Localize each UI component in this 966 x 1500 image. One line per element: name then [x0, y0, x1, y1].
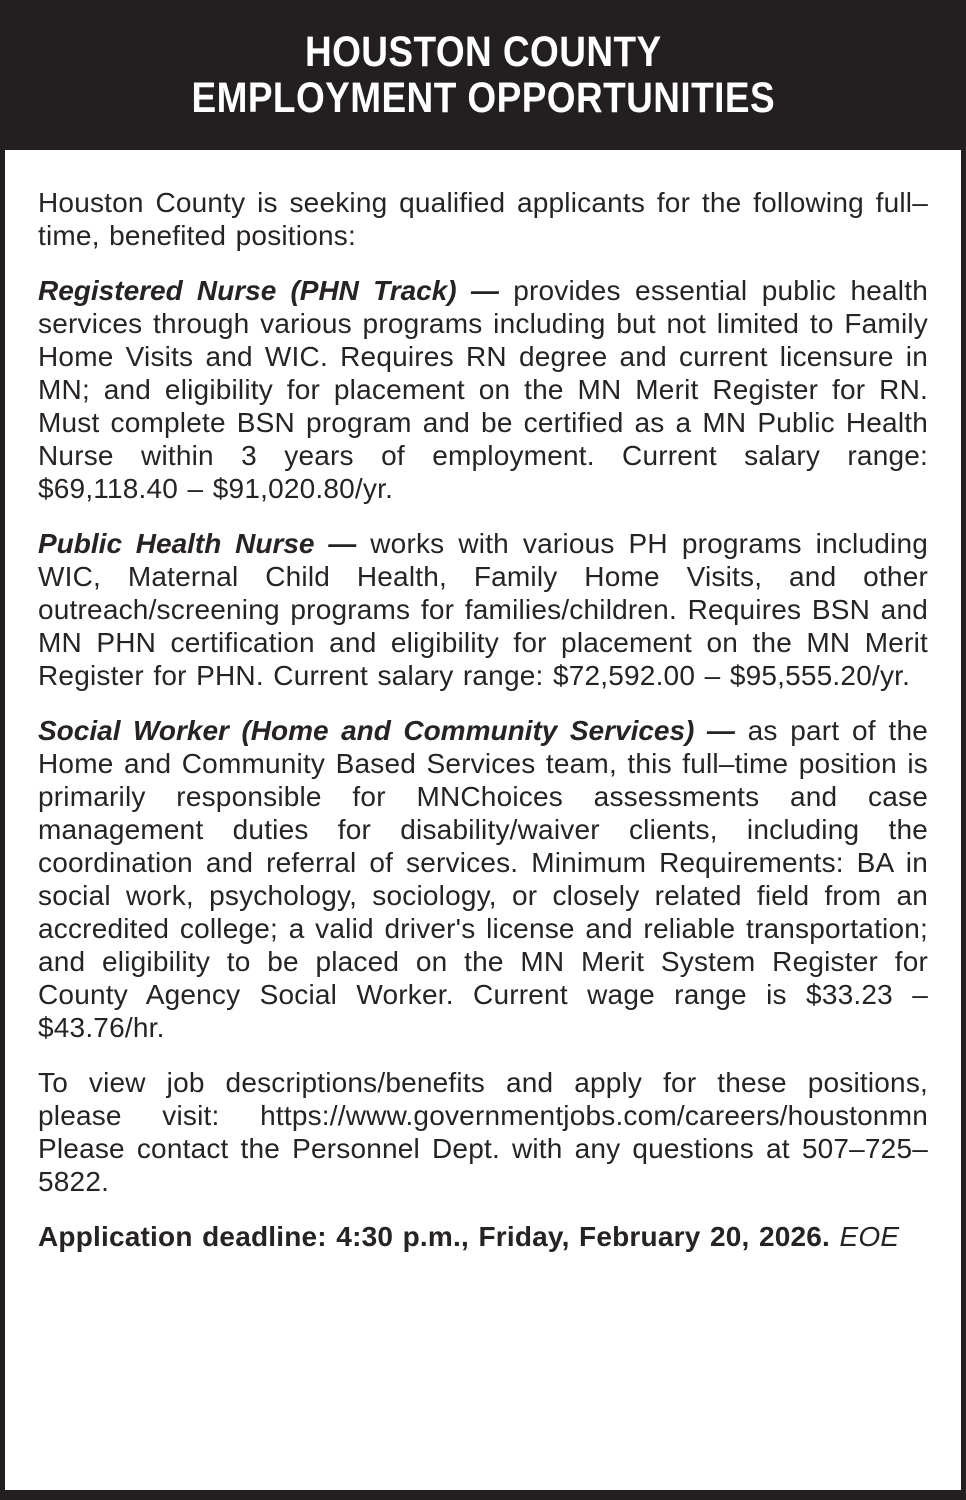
intro-paragraph [38, 186, 928, 252]
ad-title [191, 29, 775, 121]
ad-banner [0, 0, 966, 150]
application-contact: Please contact the Personnel Dept. with any questions at 507–725–5822. [38, 1133, 928, 1197]
job-description-registered-nurse: provides essential public health services through various programs including but not limited to Family Home Visits and WIC. Requires RN degree and current licensure in MN; and eligibility for placement on the MN Merit Register for RN. Must complete BSN program and be certified as a MN Public Health Nurse within 3 years of employment. Current salary range: $69,118.40 – $91,020.80/yr. [38, 275, 928, 504]
intro-text: Houston County is seeking qualified applicants for the following full–time, benefited positions: [38, 187, 928, 251]
ad-title-line1: HOUSTON COUNTY [304, 28, 662, 76]
job-title-registered-nurse: Registered Nurse (PHN Track) — [38, 275, 499, 306]
job-title-public-health-nurse: Public Health Nurse — [38, 528, 357, 559]
job-description-social-worker: as part of the Home and Community Based Services team, this full–time position is primarily responsible for MNChoices assessments and case management duties for disability/waiver clients, including the coordination and referral of services. Minimum Requirements: BA in social work, psychology, sociology, or closely related field from an accredited college; a valid driver's license and reliable transportation; and eligibility to be placed on the MN Merit System Register for County Agency Social Worker. Current wage range is $33.23 – $43.76/hr. [38, 715, 928, 1043]
application-url: https://www.governmentjobs.com/careers/houstonmn [260, 1100, 928, 1131]
eoe-label: EOE [830, 1221, 900, 1252]
ad-content [0, 150, 966, 1500]
job-paragraph-registered-nurse [38, 274, 928, 505]
deadline-text: Application deadline: 4:30 p.m., Friday, February 20, 2026. [38, 1221, 831, 1252]
job-paragraph-social-worker [38, 714, 928, 1044]
application-paragraph [38, 1066, 928, 1198]
job-title-social-worker: Social Worker (Home and Community Services) — [38, 715, 735, 746]
job-paragraph-public-health-nurse [38, 527, 928, 692]
ad-title-line2: EMPLOYMENT OPPORTUNITIES [191, 74, 775, 122]
job-description-public-health-nurse: works with various PH programs including WIC, Maternal Child Health, Family Home Visits, and other outreach/screening programs for families/children. Requires BSN and MN PHN certification and eligibility for placement on the MN Merit Register for PHN. Current salary range: $72,592.00 – $95,555.20/yr. [38, 528, 928, 691]
application-instructions: To view job descriptions/benefits and apply for these positions, please visit: [38, 1067, 928, 1131]
deadline-paragraph [38, 1220, 928, 1253]
